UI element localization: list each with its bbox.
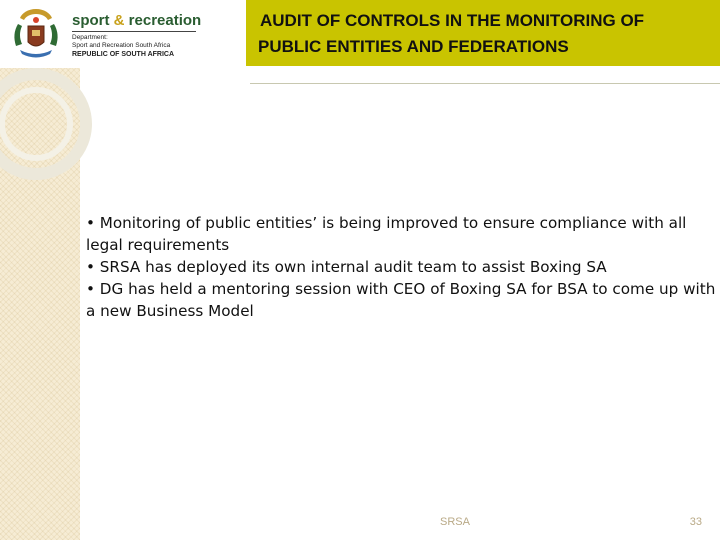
department-divider xyxy=(72,31,196,32)
header-divider xyxy=(250,83,720,84)
department-logo-text xyxy=(72,0,202,64)
slide-title-line-2: PUBLIC ENTITIES AND FEDERATIONS xyxy=(258,37,569,56)
bullet-item: • DG has held a mentoring session with CEO of Boxing SA for BSA to come up with a new Business Model xyxy=(86,280,716,320)
coat-of-arms-icon xyxy=(6,4,66,64)
footer-label: SRSA xyxy=(440,516,470,528)
decorative-arc-icon xyxy=(0,68,130,208)
department-line-2: Sport and Recreation South Africa xyxy=(72,42,171,49)
slide-body xyxy=(86,212,716,322)
bullet-item: • SRSA has deployed its own internal audit team to assist Boxing SA xyxy=(86,258,607,276)
slide-title-box xyxy=(246,0,720,66)
department-title: sport & recreation xyxy=(72,12,202,29)
bullet-item: • Monitoring of public entities’ is being improved to ensure compliance with all legal requirements xyxy=(86,214,687,254)
slide-title xyxy=(258,8,718,60)
department-line-3: REPUBLIC OF SOUTH AFRICA xyxy=(72,51,175,58)
slide-number: 33 xyxy=(689,516,702,528)
slide-title-line-1: AUDIT OF CONTROLS IN THE MONITORING OF xyxy=(260,11,645,30)
department-line-1: Department: xyxy=(72,34,108,41)
slide-header xyxy=(0,0,720,68)
